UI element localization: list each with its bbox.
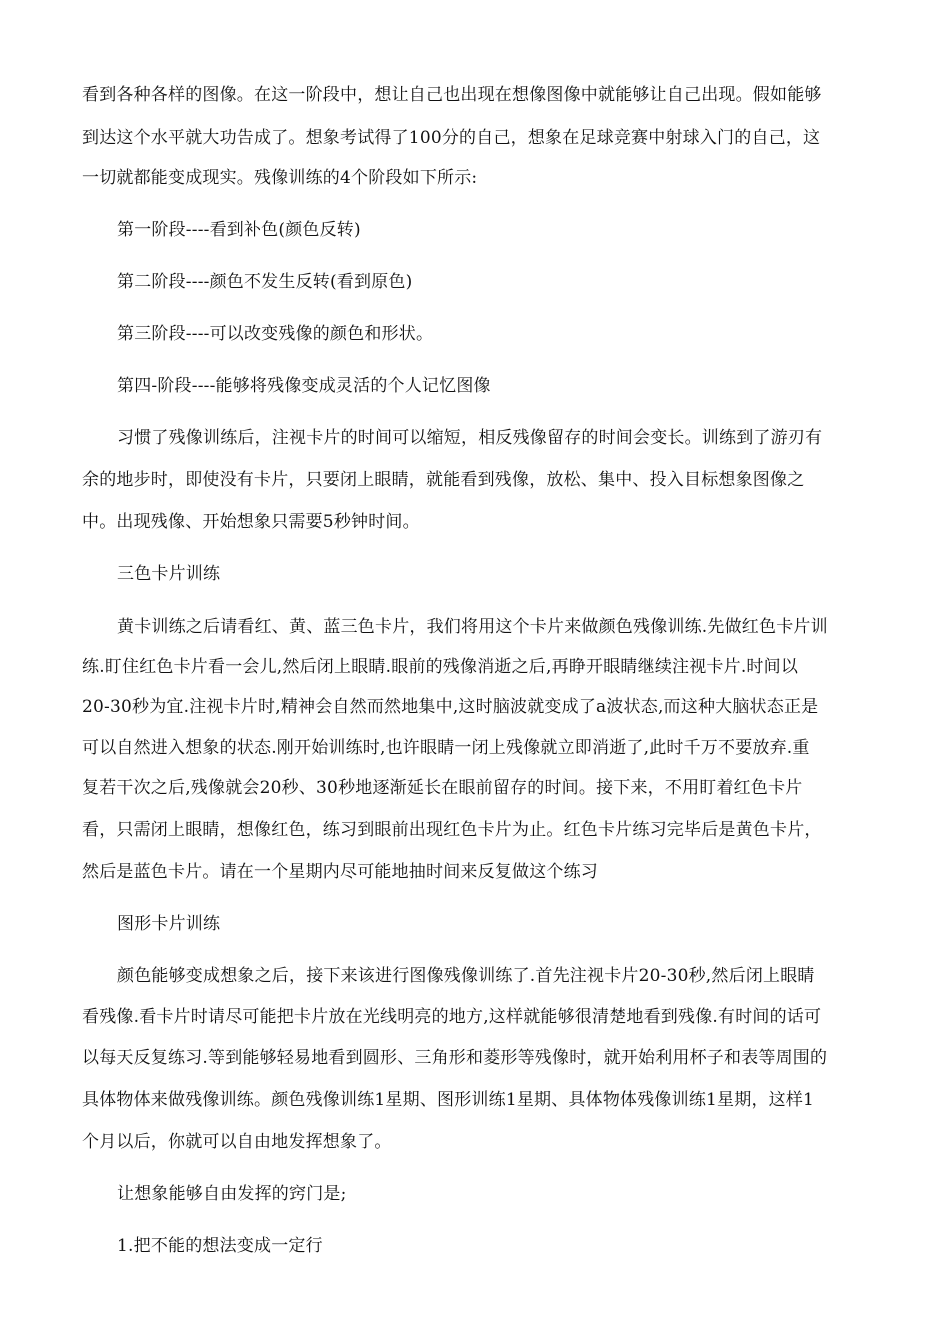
text-line: 练.盯住红色卡片看一会儿,然后闭上眼睛.眼前的残像消逝之后,再睁开眼睛继续注视卡片.时间以 (82, 657, 799, 677)
text-line: 让想象能够自由发挥的窍门是; (117, 1184, 347, 1204)
text-line: 中。出现残像、开始想象只需要5秒钟时间。 (82, 512, 420, 532)
text-line: 余的地步时，即使没有卡片，只要闭上眼睛，就能看到残像，放松、集中、投入目标想象图像之 (82, 470, 805, 490)
text-line: 看到各种各样的图像。在这一阶段中，想让自己也出现在想像图像中就能够让自己出现。假如能够 (82, 85, 822, 105)
text-line: 20-30秒为宜.注视卡片时,精神会自然而然地集中,这时脑波就变成了a波状态,而这种大脑状态正是 (82, 697, 819, 717)
section-heading: 三色卡片训练 (117, 564, 221, 584)
text-line: 具体物体来做残像训练。颜色残像训练1星期、图形训练1星期、具体物体残像训练1星期，这样1 (82, 1090, 815, 1110)
stage-item: 第二阶段----颜色不发生反转(看到原色) (117, 272, 413, 292)
text-line: 黄卡训练之后请看红、黄、蓝三色卡片，我们将用这个卡片来做颜色残像训练.先做红色卡片训 (117, 617, 828, 637)
section-heading: 图形卡片训练 (117, 914, 221, 934)
text-line: 以每天反复练习.等到能够轻易地看到圆形、三角形和菱形等残像时，就开始利用杯子和表等周围的 (82, 1048, 828, 1068)
text-line: 可以自然进入想象的状态.刚开始训练时,也许眼睛一闭上残像就立即消逝了,此时千万不要放弃.重 (82, 738, 810, 758)
text-line: 个月以后，你就可以自由地发挥想象了。 (82, 1132, 392, 1152)
text-line: 复若干次之后,残像就会20秒、30秒地逐渐延长在眼前留存的时间。接下来，不用盯着红色卡片 (82, 778, 803, 798)
text-line: 然后是蓝色卡片。请在一个星期内尽可能地抽时间来反复做这个练习 (82, 862, 598, 882)
text-line: 习惯了残像训练后，注视卡片的时间可以缩短，相反残像留存的时间会变长。训练到了游刃有 (117, 428, 823, 448)
stage-item: 第一阶段----看到补色(颜色反转) (117, 220, 361, 240)
text-line: 看，只需闭上眼睛，想像红色，练习到眼前出现红色卡片为止。红色卡片练习完毕后是黄色卡片， (82, 820, 822, 840)
text-line: 到达这个水平就大功告成了。想象考试得了100分的自己，想象在足球竞赛中射球入门的自己，这 (82, 128, 821, 148)
stage-item: 第三阶段----可以改变残像的颜色和形状。 (117, 324, 434, 344)
list-item: 1.把不能的想法变成一定行 (117, 1236, 323, 1256)
text-line: 一切就都能变成现实。残像训练的4个阶段如下所示: (82, 168, 478, 188)
stage-item: 第四-阶段----能够将残像变成灵活的个人记忆图像 (117, 376, 491, 396)
text-line: 看残像.看卡片时请尽可能把卡片放在光线明亮的地方,这样就能够很清楚地看到残像.有时间的话可 (82, 1007, 822, 1027)
text-line: 颜色能够变成想象之后，接下来该进行图像残像训练了.首先注视卡片20-30秒,然后闭上眼睛 (117, 966, 815, 986)
